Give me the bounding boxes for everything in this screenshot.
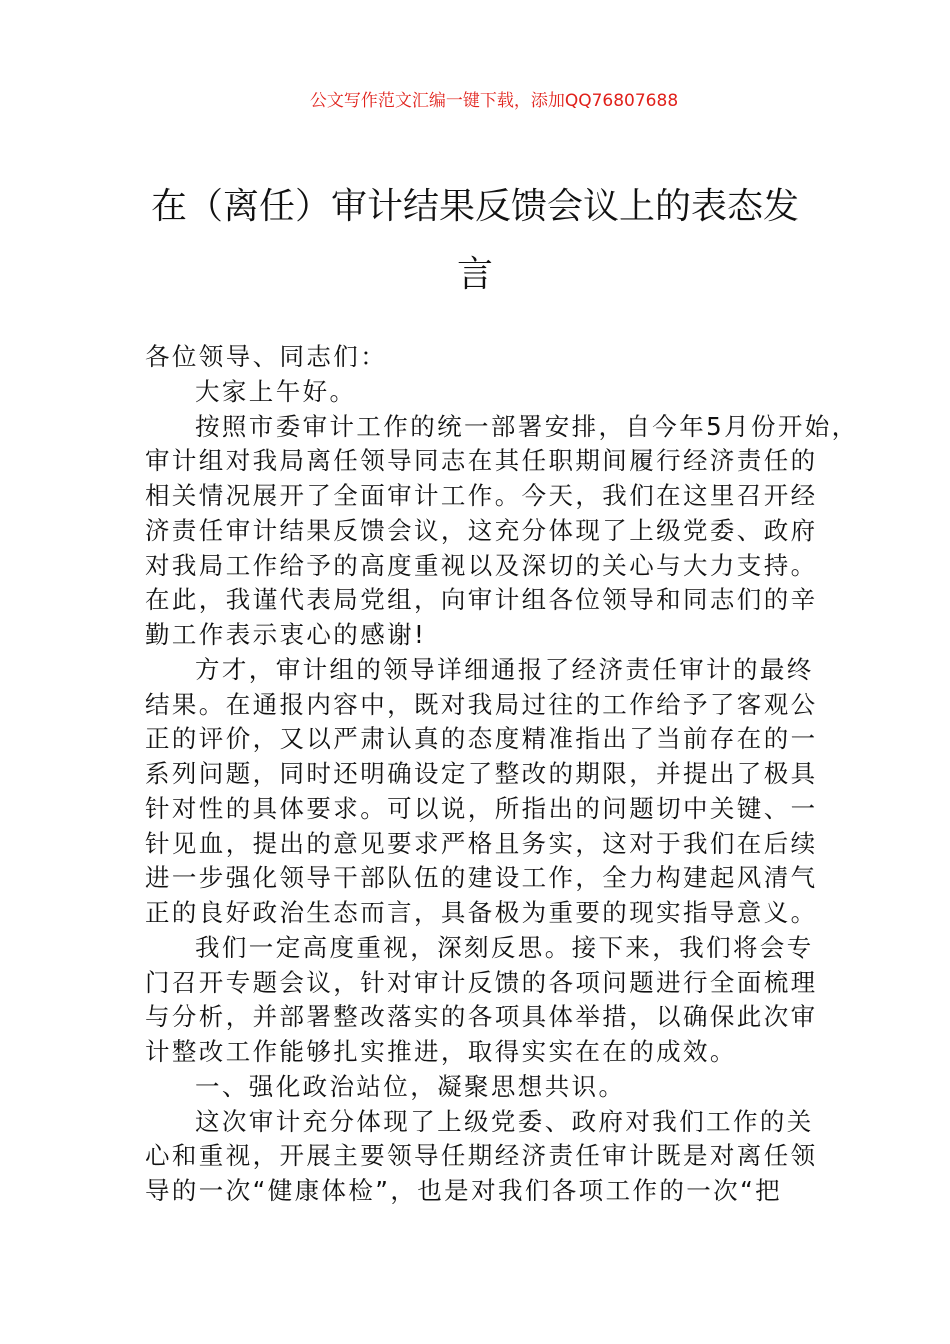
document-title-line-1: 在（离任）审计结果反馈会议上的表态发 [150,186,799,227]
document-title-line-2: 言 [456,254,493,295]
body-text-line: 导的一次“健康体检”，也是对我们各项工作的一次“把 [145,1176,783,1205]
body-text-line: 与分析，并部署整改落实的各项具体举措，以确保此次审 [145,1002,818,1032]
body-text-line: 各位领导、同志们： [145,342,388,371]
body-text-line: 一、强化政治站位，凝聚思想共识。 [195,1071,626,1101]
watermark-header: 公文写作范文汇编一键下载，添加QQ76807688 [309,91,679,111]
body-text-line: 心和重视，开展主要领导任期经济责任审计既是对离任领 [145,1141,818,1171]
body-text-line: 针见血，提出的意见要求严格且务实，这对于我们在后续 [145,828,818,858]
body-text-line: 正的良好政治生态而言，具备极为重要的现实指导意义。 [145,898,818,927]
body-text-line: 在此，我谨代表局党组，向审计组各位领导和同志们的辛 [145,585,818,615]
body-text-line: 我们一定高度重视，深刻反思。接下来，我们将会专 [195,932,814,962]
body-text-line: 相关情况展开了全面审计工作。今天，我们在这里召开经 [145,481,818,510]
body-text-line: 勤工作表示衷心的感谢! [145,620,427,649]
body-text-line: 济责任审计结果反馈会议，这充分体现了上级党委、政府 [145,515,818,545]
body-text-line: 门召开专题会议，针对审计反馈的各项问题进行全面梳理 [145,967,818,997]
body-text-line: 大家上午好。 [195,376,357,406]
document-body [145,340,859,1209]
body-text-line: 按照市委审计工作的统一部署安排，自今年5月份开始， [195,411,859,441]
body-text-line: 这次审计充分体现了上级党委、政府对我们工作的关 [195,1106,814,1136]
body-text-line: 进一步强化领导干部队伍的建设工作，全力构建起风清气 [145,863,818,893]
body-text-line: 计整改工作能够扎实推进，取得实实在在的成效。 [145,1037,737,1066]
body-text-line: 方才，审计组的领导详细通报了经济责任审计的最终 [195,654,814,684]
body-text-line: 审计组对我局离任领导同志在其任职期间履行经济责任的 [145,446,818,476]
body-text-line: 正的评价，又以严肃认真的态度精准指出了当前存在的一 [145,724,818,754]
body-text-line: 结果。在通报内容中，既对我局过往的工作给予了客观公 [145,689,818,719]
body-text-line: 针对性的具体要求。可以说，所指出的问题切中关键、一 [145,793,818,823]
body-text-line: 对我局工作给予的高度重视以及深切的关心与大力支持。 [145,550,818,580]
body-text-line: 系列问题，同时还明确设定了整改的期限，并提出了极具 [145,759,818,788]
